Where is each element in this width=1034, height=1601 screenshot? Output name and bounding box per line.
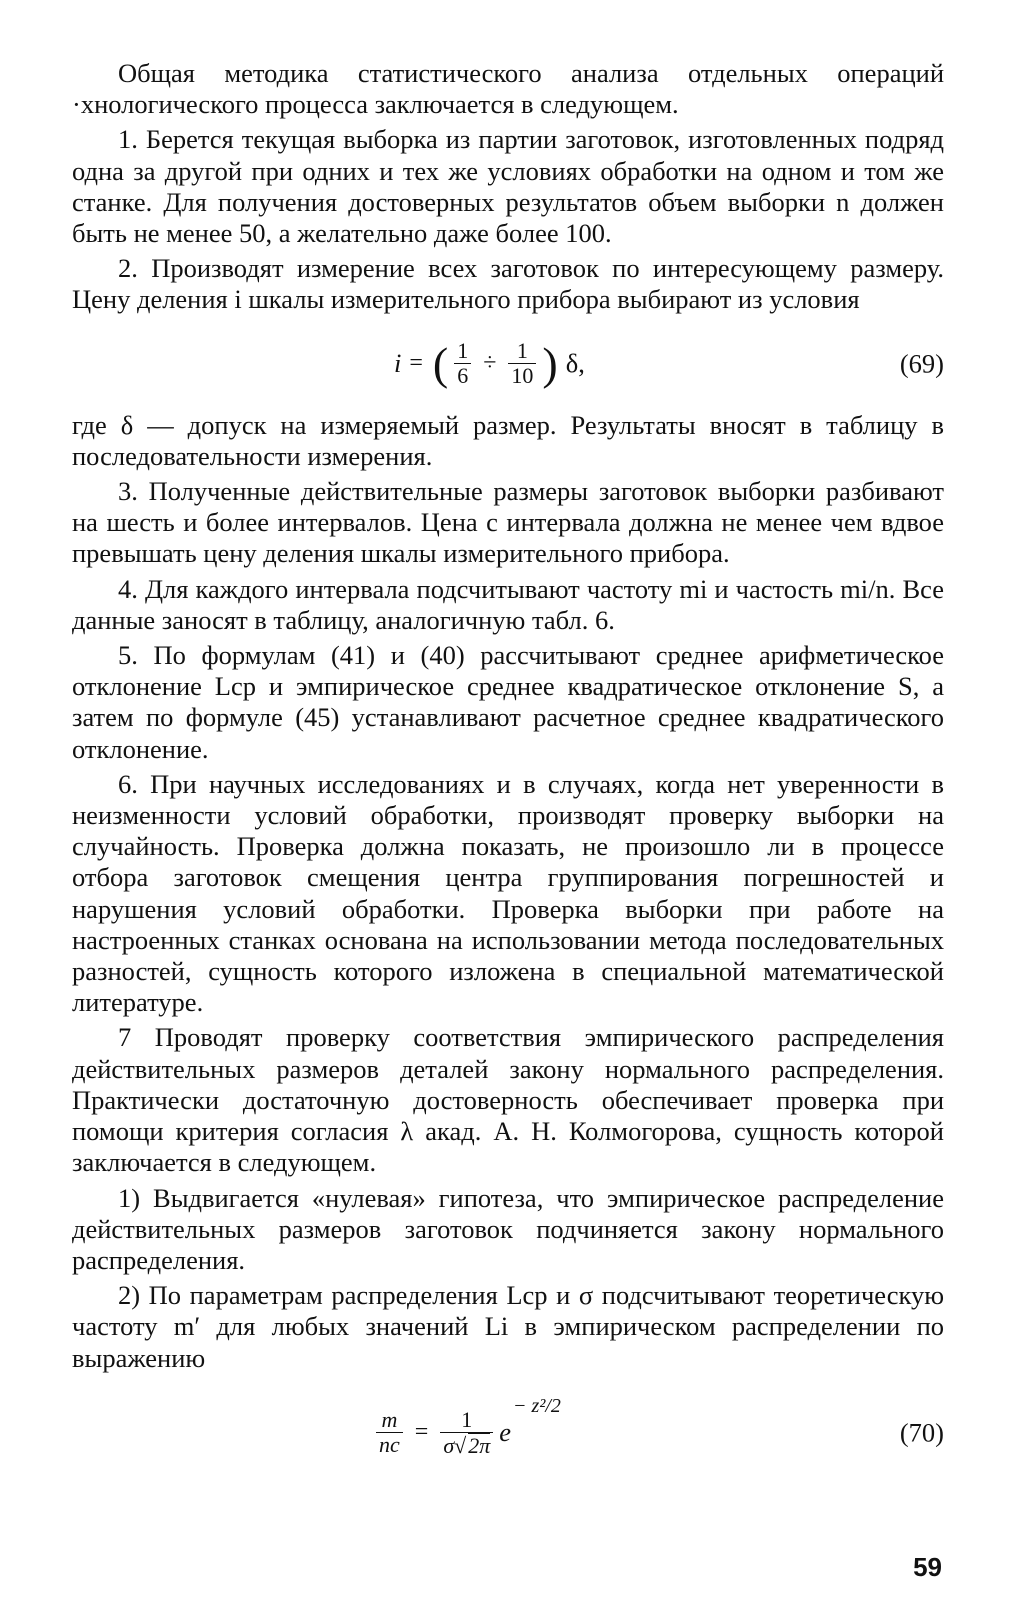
formula-70-exponent: − z²/2 [513,1395,561,1418]
paragraph-substep-2: 2) По параметрам распределения Lср и σ подсчитывают теоретическую частоту m′ для любых значений Li в эмпирическом распределении по выражению [72,1280,944,1373]
paragraph-substep-1: 1) Выдвигается «нулевая» гипотеза, что эмпирическое распределение действительных размеров заготовок подчиняется закону нормального распределения. [72,1182,944,1275]
formula-70-base: e [499,1417,512,1448]
formula-69-body [394,324,585,404]
formula-69-frac-2-num: 1 [516,338,528,364]
paragraph-step-7: 7 Проводят проверку соответствия эмпирического распределения действительных размеров деталей закону нормального распределения. Практически достаточную достоверность обеспечивает проверка при помощи критерия согласия λ акад. А. Н. Колмогорова, сущность которой заключается в следующем. [72,1022,944,1178]
paragraph-step-6: 6. При научных исследованиях и в случаях, когда нет уверенности в неизменности условий обработки, производят проверку выборки на случайность. Проверка должна показать, не произошло ли в процессе отбора заготовок смещения центра группирования погрешностей и нарушения условий обработки. Проверка выборки при работе на настроенных станках основана на использовании метода последовательных разностей, сущность которого изложена в специальной математической литературе. [72,768,944,1018]
formula-70-root-sign: √ [454,1432,467,1458]
paragraph-step-2-cont: где δ — допуск на измеряемый размер. Результаты вносят в таблицу в последовательности измерения. [72,409,944,471]
formula-69 [72,324,944,404]
paragraph-step-3: 3. Полученные действительные размеры заготовок выборки разбивают на шесть и более интервалов. Цена с интервала должна не менее чем вдвое превышать цену деления шкалы измерительного прибора. [72,476,944,569]
formula-69-rparen: ) [542,337,558,389]
formula-69-lhs: i [394,348,402,379]
formula-70 [72,1388,944,1478]
formula-69-frac-1-den: 6 [454,363,471,388]
formula-70-lhs-den: nc [376,1432,403,1457]
formula-70-sigma: σ [443,1432,455,1458]
formula-69-frac-2-den: 10 [508,363,536,388]
paragraph-step-5: 5. По формулам (41) и (40) рассчитывают среднее арифметическое отклонение Lср и эмпирическое среднее квадратическое отклонение S, а затем по формуле (45) устанавливают расчетное среднее квадратического отклонение. [72,640,944,764]
paragraph-step-2: 2. Производят измерение всех заготовок по интересующему размеру. Цену деления i шкалы измерительного прибора выбирают из условия [72,253,944,315]
paragraph-intro: Общая методика статистического анализа отдельных операций ·хнологического процесса заключается в следующем. [72,58,944,120]
page-number: 59 [913,1552,942,1582]
formula-69-div: ÷ [483,350,497,377]
formula-70-rhs-den [440,1432,493,1458]
formula-70-rhs-frac [440,1408,493,1458]
formula-70-radicand: 2π [468,1432,491,1458]
formula-69-frac-2 [508,339,536,388]
formula-69-lparen: ( [432,337,449,389]
formula-70-label: (70) [899,1417,944,1448]
formula-69-frac-1-num: 1 [457,338,469,364]
formula-69-label: (69) [899,348,944,379]
formula-69-frac-1 [454,339,471,388]
formula-70-rhs-num: 1 [461,1406,473,1432]
formula-69-rhs: δ, [565,348,585,379]
paragraph-step-1: 1. Берется текущая выборка из партии заготовок, изготовленных подряд одна за другой при одних и тех же условиях обработки на одном и том же станке. Для получения достоверных результатов объем выборки n должен быть не менее 50, а желательно даже более 100. [72,124,944,249]
formula-70-lhs-frac [376,1408,403,1457]
page-body [72,58,944,1484]
formula-70-body [372,1388,561,1478]
formula-70-lhs-num: m [381,1407,398,1433]
formula-70-eq: = [414,1419,429,1446]
formula-69-eq: = [409,350,423,377]
paragraph-step-4: 4. Для каждого интервала подсчитывают частоту mi и частость mi/n. Все данные заносят в таблицу, аналогичную табл. 6. [72,573,944,635]
